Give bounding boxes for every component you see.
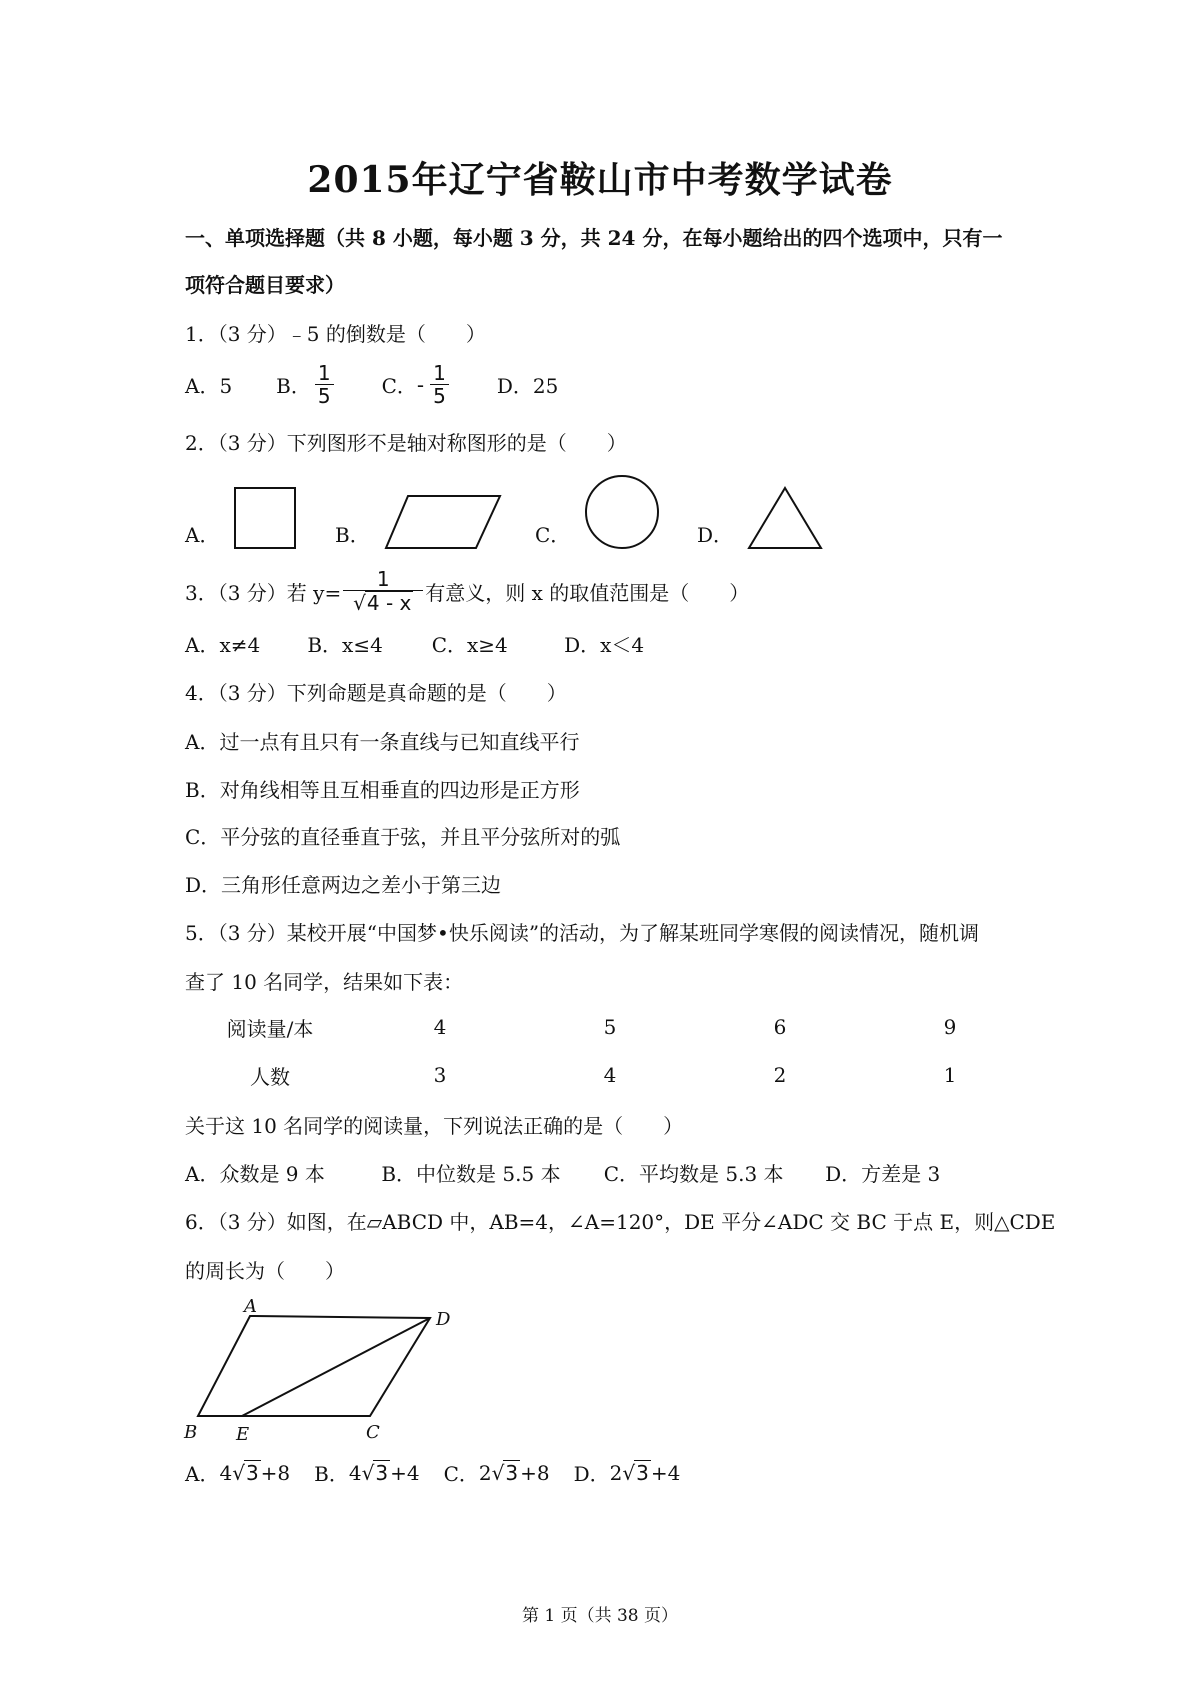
- q6-option-d: [574, 1458, 681, 1487]
- table-cell: 4: [433, 1015, 447, 1039]
- table-cell: 阅读量/本: [226, 1016, 314, 1041]
- q6-stem-line1: 6．（3 分）如图，在▱ABCD 中，AB=4，∠A=120°，DE 平分∠ADC 交 BC 于点 E，则△CDE: [185, 1210, 1056, 1234]
- q6-option-c-label: C．: [443, 1462, 479, 1486]
- parallelogram-outline: [198, 1316, 430, 1416]
- triangle-figure: [747, 486, 823, 550]
- q6-option-a: [185, 1458, 290, 1487]
- q3-fraction-numerator: 1: [343, 568, 423, 591]
- q2-option-b: [335, 494, 502, 550]
- q6-option-c-sqrt: [492, 1460, 520, 1485]
- q1-option-c-numerator: 1: [430, 362, 449, 385]
- q3-stem: [185, 568, 749, 614]
- q6-option-c: [444, 1458, 550, 1487]
- q3-sqrt: [353, 591, 413, 614]
- q3-fraction: [343, 568, 423, 614]
- q5-option-a: A．众数是 9 本: [185, 1162, 325, 1186]
- q3-radicand: 4 - x: [366, 591, 412, 615]
- q5-option-d: D．方差是 3: [825, 1162, 941, 1186]
- parallelogram-abcd-figure: [180, 1298, 470, 1448]
- table-cell: 4: [603, 1063, 617, 1087]
- q1-option-b-numerator: 1: [315, 362, 334, 385]
- q6-option-a-coef: 4: [219, 1460, 233, 1485]
- q4-option-a: A．过一点有且只有一条直线与已知直线平行: [185, 730, 580, 754]
- q6-option-d-coef: 2: [609, 1460, 623, 1485]
- q5-option-b: B．中位数是 5.5 本: [381, 1162, 561, 1186]
- q2-option-a-label: A．: [185, 523, 220, 547]
- q5-question: 关于这 10 名同学的阅读量，下列说法正确的是（ ）: [185, 1114, 684, 1138]
- q6-option-d-sqrt: [622, 1460, 650, 1485]
- reading-table: [185, 1003, 1035, 1099]
- point-e-label: E: [236, 1424, 250, 1445]
- q1-option-b-fraction: [315, 362, 334, 407]
- sqrt-icon: √: [361, 1461, 375, 1485]
- q1-option-c-label: C．: [381, 374, 417, 398]
- q4-option-b: B．对角线相等且互相垂直的四边形是正方形: [185, 778, 580, 802]
- q6-option-a-radicand: 3: [245, 1461, 259, 1485]
- q6-option-c-coef: 2: [478, 1460, 492, 1485]
- segment-de: [242, 1318, 430, 1416]
- q2-option-d: [697, 486, 823, 550]
- table-row: [185, 1051, 1035, 1099]
- q1-option-a: A．5: [185, 374, 233, 398]
- q2-option-c: [535, 474, 660, 550]
- q2-figures: [185, 475, 845, 550]
- sqrt-icon: √: [622, 1461, 636, 1485]
- sqrt-icon: √: [353, 591, 366, 615]
- q6-option-b-sqrt: [362, 1460, 390, 1485]
- page-footer: 第 1 页（共 38 页）: [521, 1606, 679, 1626]
- q1-option-d: D．25: [496, 374, 559, 398]
- q6-option-a-label: A．: [185, 1462, 220, 1486]
- q1-option-c-sign: -: [416, 372, 425, 397]
- vertex-a-label: A: [244, 1298, 257, 1317]
- parallelogram-figure: [384, 494, 502, 550]
- sqrt-icon: √: [232, 1461, 245, 1485]
- vertex-b-label: B: [184, 1422, 198, 1443]
- q4-option-c: C．平分弦的直径垂直于弦，并且平分弦所对的弧: [185, 825, 621, 849]
- q6-option-c-tail: +8: [520, 1460, 550, 1485]
- q6-option-b-label: B．: [314, 1462, 349, 1486]
- q4-stem: 4．（3 分）下列命题是真命题的是（ ）: [185, 681, 567, 705]
- q1-option-b: [276, 362, 337, 407]
- table-cell: 5: [603, 1015, 617, 1039]
- q1-stem: 1．（3 分）﹣5 的倒数是（ ）: [185, 322, 486, 346]
- section-heading-line2: 项符合题目要求）: [185, 273, 345, 297]
- q5-stem-line2: 查了 10 名同学，结果如下表：: [185, 970, 464, 994]
- q6-option-b: [314, 1458, 419, 1487]
- circle-figure: [584, 474, 660, 550]
- q2-option-c-label: C．: [535, 523, 571, 547]
- q1-option-b-label: B．: [276, 374, 311, 398]
- q5-options: [185, 1158, 940, 1187]
- q6-stem-line2: 的周长为（ ）: [185, 1259, 345, 1283]
- q1-option-c: [382, 362, 453, 407]
- q2-stem: 2．（3 分）下列图形不是轴对称图形的是（ ）: [185, 431, 627, 455]
- q1-options: [185, 362, 602, 407]
- q6-option-a-sqrt: [232, 1460, 260, 1485]
- q3-option-c: C．x≥4: [431, 633, 508, 657]
- table-cell: 1: [943, 1063, 957, 1087]
- q3-option-a: A．x≠4: [185, 633, 261, 657]
- table-cell: 6: [773, 1015, 787, 1039]
- q2-option-a: [185, 486, 297, 550]
- q2-option-b-label: B．: [335, 523, 370, 547]
- q1-option-b-denominator: 5: [317, 384, 331, 408]
- sqrt-icon: √: [491, 1461, 505, 1485]
- table-row: [185, 1003, 1035, 1051]
- q1-option-c-fraction: [430, 362, 449, 407]
- vertex-c-label: C: [366, 1422, 380, 1443]
- q5-stem-line1: 5．（3 分）某校开展“中国梦•快乐阅读”的活动，为了解某班同学寒假的阅读情况，随机调: [185, 921, 980, 945]
- q1-option-c-denominator: 5: [433, 384, 446, 408]
- q6-option-a-tail: +8: [260, 1460, 291, 1485]
- q6-option-c-radicand: 3: [505, 1461, 519, 1485]
- table-cell: 3: [433, 1063, 447, 1087]
- section-heading-line1: 一、单项选择题（共 8 小题，每小题 3 分，共 24 分，在每小题给出的四个选项中，只有一: [185, 226, 1003, 250]
- square-figure: [233, 486, 297, 550]
- q6-options: [185, 1458, 724, 1487]
- q3-option-b: B．x≤4: [307, 633, 383, 657]
- vertex-d-label: D: [436, 1309, 451, 1330]
- q3-stem-pre: 3．（3 分）若 y=: [185, 580, 342, 605]
- table-cell: 人数: [250, 1064, 290, 1089]
- table-cell: 2: [773, 1063, 787, 1087]
- q6-option-d-tail: +4: [650, 1460, 681, 1485]
- q3-options: [185, 629, 644, 658]
- q6-option-d-label: D．: [573, 1462, 610, 1486]
- q3-option-d: D．x＜4: [564, 633, 645, 657]
- q2-option-d-label: D．: [697, 523, 734, 547]
- q6-option-b-coef: 4: [348, 1460, 362, 1485]
- table-cell: 9: [943, 1015, 957, 1039]
- q4-option-d: D．三角形任意两边之差小于第三边: [185, 873, 502, 897]
- q5-option-c: C．平均数是 5.3 本: [603, 1162, 784, 1186]
- q6-option-b-tail: +4: [390, 1460, 420, 1485]
- exam-title: 2015年辽宁省鞍山市中考数学试卷: [307, 159, 893, 201]
- q6-option-b-radicand: 3: [375, 1461, 389, 1485]
- q3-stem-post: 有意义，则 x 的取值范围是（ ）: [425, 580, 750, 605]
- q6-option-d-radicand: 3: [636, 1461, 649, 1485]
